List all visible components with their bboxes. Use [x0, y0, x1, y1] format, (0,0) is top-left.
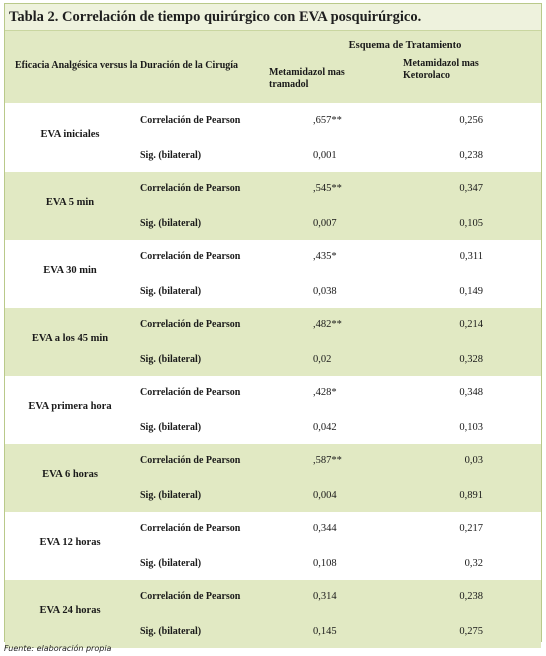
- cell-col1-pearson: 0,344: [313, 523, 337, 534]
- table-header: [5, 31, 541, 103]
- cell-col2-sig: 0,105: [459, 218, 483, 229]
- header-left-label: Eficacia Analgésica versus la Duración de la Cirugía: [15, 60, 239, 71]
- header-col1-label: Metamidazol mas tramadol: [269, 67, 345, 90]
- row-label-sig: Sig. (bilateral): [140, 354, 202, 365]
- group-label: EVA 6 horas: [42, 469, 98, 480]
- cell-col2-sig: 0,32: [464, 558, 483, 569]
- row-label-pearson: Correlación de Pearson: [140, 591, 241, 602]
- row-group-eva-12-horas: [5, 512, 541, 580]
- row-group-eva-iniciales: [5, 104, 541, 172]
- cell-col1-sig: 0,007: [313, 218, 337, 229]
- cell-col1-pearson: ,428*: [313, 387, 337, 398]
- cell-col1-pearson: ,657**: [313, 115, 342, 126]
- group-label: EVA 30 min: [43, 265, 97, 276]
- header-group-label: Esquema de Tratamiento: [348, 40, 462, 51]
- cell-col2-pearson: 0,217: [459, 523, 483, 534]
- cell-col2-pearson: 0,214: [459, 319, 483, 330]
- cell-col1-pearson: ,482**: [313, 319, 342, 330]
- row-group-eva-primera-hora: [5, 376, 541, 444]
- cell-col2-pearson: 0,256: [459, 115, 483, 126]
- table-frame: [4, 3, 542, 642]
- cell-col1-sig: 0,042: [313, 422, 337, 433]
- row-label-sig: Sig. (bilateral): [140, 422, 202, 433]
- cell-col2-pearson: 0,348: [459, 387, 483, 398]
- group-label: EVA iniciales: [40, 129, 100, 140]
- header-col2-label: Metamidazol mas Ketorolaco: [403, 58, 479, 81]
- row-group-eva-45-min: [5, 308, 541, 376]
- row-label-pearson: Correlación de Pearson: [140, 251, 241, 262]
- row-group-eva-6-horas: [5, 444, 541, 512]
- table-title: Tabla 2. Correlación de tiempo quirúrgico con EVA posquirúrgico.: [5, 4, 541, 31]
- cell-col2-sig: 0,103: [459, 422, 483, 433]
- table-source-note: Fuente: elaboración propia: [4, 644, 112, 653]
- cell-col2-pearson: 0,347: [459, 183, 483, 194]
- cell-col1-pearson: 0,314: [313, 591, 337, 602]
- cell-col2-sig: 0,891: [459, 490, 483, 501]
- cell-col2-pearson: 0,238: [459, 591, 483, 602]
- group-label: EVA 12 horas: [39, 537, 101, 548]
- cell-col1-sig: 0,004: [313, 490, 337, 501]
- group-label: EVA 5 min: [45, 197, 95, 208]
- cell-col2-sig: 0,275: [459, 626, 483, 637]
- row-label-pearson: Correlación de Pearson: [140, 523, 241, 534]
- cell-col1-sig: 0,02: [313, 354, 332, 365]
- row-label-pearson: Correlación de Pearson: [140, 387, 241, 398]
- row-label-sig: Sig. (bilateral): [140, 626, 202, 637]
- cell-col1-sig: 0,038: [313, 286, 337, 297]
- cell-col2-sig: 0,149: [459, 286, 483, 297]
- cell-col1-pearson: ,545**: [313, 183, 342, 194]
- row-label-sig: Sig. (bilateral): [140, 490, 202, 501]
- cell-col2-sig: 0,328: [459, 354, 483, 365]
- cell-col1-pearson: ,587**: [313, 455, 342, 466]
- cell-col1-sig: 0,001: [313, 150, 337, 161]
- row-label-pearson: Correlación de Pearson: [140, 183, 241, 194]
- cell-col1-sig: 0,145: [313, 626, 337, 637]
- row-group-eva-30-min: [5, 240, 541, 308]
- row-group-eva-5-min: [5, 172, 541, 240]
- cell-col1-pearson: ,435*: [313, 251, 337, 262]
- cell-col2-pearson: 0,311: [459, 251, 483, 262]
- row-label-sig: Sig. (bilateral): [140, 558, 202, 569]
- row-label-sig: Sig. (bilateral): [140, 150, 202, 161]
- group-label: EVA primera hora: [28, 401, 112, 412]
- row-label-pearson: Correlación de Pearson: [140, 455, 241, 466]
- row-label-pearson: Correlación de Pearson: [140, 115, 241, 126]
- cell-col2-pearson: 0,03: [464, 455, 483, 466]
- row-label-sig: Sig. (bilateral): [140, 286, 202, 297]
- row-label-pearson: Correlación de Pearson: [140, 319, 241, 330]
- cell-col2-sig: 0,238: [459, 150, 483, 161]
- group-label: EVA 24 horas: [39, 605, 101, 616]
- row-label-sig: Sig. (bilateral): [140, 218, 202, 229]
- row-group-eva-24-horas: [5, 580, 541, 648]
- group-label: EVA a los 45 min: [31, 333, 109, 344]
- cell-col1-sig: 0,108: [313, 558, 337, 569]
